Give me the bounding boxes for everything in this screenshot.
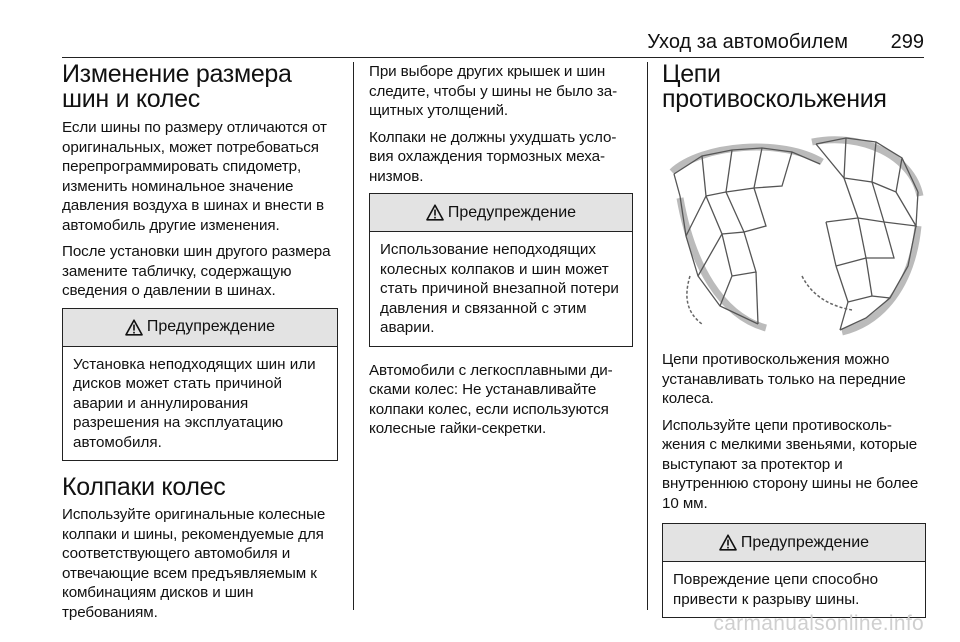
snow-chains-illustration	[662, 126, 926, 338]
warning-text: Использование неподходящих колесных колпаков и шин может стать причиной внезапной потери давления и связанной с этим аварии.	[380, 241, 619, 336]
section-title-wheel-covers: Колпаки колес	[62, 473, 226, 501]
watermark: carmanualsonline.info	[713, 612, 924, 635]
warning-header	[663, 524, 925, 562]
paragraph: Колпаки не должны ухудшать условия охлаждения тормозных механизмов.	[369, 128, 617, 185]
paragraph: После установки шин другого размера замените табличку, содержащую сведения о давлении в шинах.	[62, 243, 331, 299]
page-number: 299	[890, 31, 924, 53]
column-divider	[647, 62, 648, 610]
section-title-snow-chains: Цепи противоскольжения	[662, 60, 887, 113]
column-2	[369, 62, 633, 446]
paragraph: Используйте оригинальные колесные колпаки и шины, рекомендуемые для соответствующего автомобиля и отвечающие всем предъявляемым к комбинациям дисков и шин требованиям.	[62, 506, 326, 621]
column-1	[62, 62, 338, 629]
warning-triangle-icon	[719, 534, 737, 551]
paragraph: Если шины по размеру отличаются от оригинальных, может потребоваться перепрограммировать спидометр, изменить номинальное значение давления воздуха в шинах и внести в автомобиль другие изменения.	[62, 119, 327, 234]
warning-title: Предупреждение	[146, 318, 276, 335]
warning-text: Установка неподходящих шин или дисков может стать причиной аварии и аннулирования разрешения на эксплуатацию автомобиля.	[73, 355, 316, 451]
warning-box	[662, 523, 926, 618]
column-divider	[353, 62, 354, 610]
warning-title: Предупреждение	[740, 533, 870, 551]
paragraph: При выборе других крышек и шин следите, чтобы у шины не было защитных утолщений.	[369, 63, 618, 119]
section-title-tire-size: Изменение размера шин и колес	[62, 60, 292, 113]
warning-text: Повреждение цепи способно привести к разрыву шины.	[673, 571, 879, 608]
header-rule	[62, 57, 924, 58]
paragraph: Автомобили с легкосплавными дисками колес: Не устанавливайте колпаки колес, если используются колесные гайки-секретки.	[369, 361, 613, 437]
header-title: Уход за автомобилем	[647, 31, 848, 53]
warning-header	[63, 309, 337, 347]
paragraph: Цепи противоскольжения можно устанавливать только на передние колеса.	[662, 351, 906, 407]
warning-header	[370, 194, 632, 232]
page-header	[62, 30, 924, 56]
warning-box	[369, 193, 633, 347]
warning-title: Предупреждение	[447, 203, 577, 221]
paragraph: Используйте цепи противоскольжения с мелкими звеньями, которые выступают за протектор и внутреннюю сторону шины не более 10 мм.	[662, 416, 919, 512]
warning-triangle-icon	[125, 319, 143, 336]
column-3	[662, 62, 926, 630]
warning-triangle-icon	[426, 204, 444, 221]
warning-box	[62, 308, 338, 462]
